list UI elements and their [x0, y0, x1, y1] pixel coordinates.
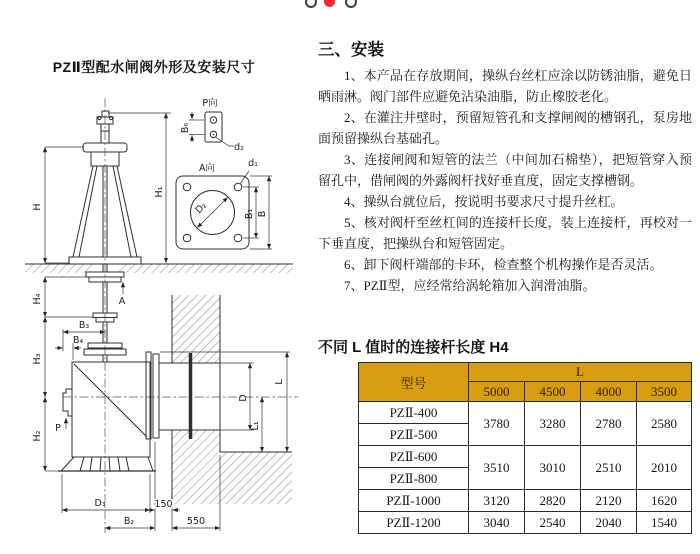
install-heading: 三、安装 [318, 41, 384, 59]
install-step-4: 4、操纵台就位后，按说明书要求尺寸提升丝杠。 [344, 194, 624, 209]
model-cell-pz400: PZⅡ-400 [359, 402, 469, 424]
table-header-l-4500: 4500 [525, 382, 581, 402]
value-cell: 2580 [637, 402, 692, 446]
detail-view-a-label: A向 [199, 163, 215, 174]
table-header-l-3500: 3500 [637, 382, 692, 402]
value-cell: 2540 [525, 512, 581, 534]
carousel-dot-2-active[interactable] [324, 0, 335, 7]
dim-label-h2: H₂ [32, 430, 43, 442]
h4-length-table [358, 362, 692, 534]
value-cell: 3040 [469, 512, 525, 534]
install-step-2: 2、在灌注井壁时，预留短管孔和支撑闸阀的槽钢孔，泵房地面预留操纵台基础孔。 [318, 110, 692, 146]
table-title: 不同 L 值时的连接杆长度 H4 [318, 339, 509, 356]
dim-label-b6: B₆ [180, 122, 191, 134]
drawing-title: PZⅡ型配水闸阀外形及安装尺寸 [52, 59, 256, 75]
dim-label-d2-circle: D₂ [193, 200, 210, 217]
model-cell-pz1000: PZⅡ-1000 [359, 490, 469, 512]
value-cell: 1620 [637, 490, 692, 512]
model-cell-pz1200: PZⅡ-1200 [359, 512, 469, 534]
value-cell: 3510 [469, 446, 525, 490]
install-step-1: 1、本产品在存放期间，操纵台丝杠应涂以防锈油脂，避免日晒雨淋。阀门部件应避免沾染油脂，防止橡胶老化。 [318, 68, 692, 104]
value-cell: 2820 [525, 490, 581, 512]
detail-view-p-label: P向 [202, 98, 218, 109]
view-arrow-p: P [55, 423, 61, 434]
dim-label-h1: H₁ [154, 186, 165, 198]
model-cell-pz500: PZⅡ-500 [359, 424, 469, 446]
table-header-l: L [469, 363, 692, 382]
dim-label-d: D [238, 394, 249, 402]
dim-label-h: H [32, 203, 43, 211]
valve-outline [25, 111, 293, 506]
dim-label-h4: H₄ [32, 293, 43, 305]
install-step-6: 6、卸下阀杆端部的卡环，检查整个机构操作是否灵活。 [344, 257, 663, 272]
valve-technical-drawing [0, 0, 310, 554]
value-cell: 3010 [525, 446, 581, 490]
dim-label-b1: B₁ [244, 208, 255, 220]
value-cell: 3120 [469, 490, 525, 512]
model-cell-pz800: PZⅡ-800 [359, 468, 469, 490]
value-cell: 3280 [525, 402, 581, 446]
value-cell: 2010 [637, 446, 692, 490]
value-cell: 2040 [581, 512, 637, 534]
dim-label-b2: B₂ [123, 516, 135, 527]
table-header-l-5000: 5000 [469, 382, 525, 402]
dim-label-550: 550 [186, 516, 206, 527]
dim-label-d3: D₃ [94, 498, 106, 509]
value-cell: 2780 [581, 402, 637, 446]
table-header-l-4000: 4000 [581, 382, 637, 402]
dim-label-d1-small: d₁ [248, 158, 258, 169]
value-cell: 3780 [469, 402, 525, 446]
carousel-dot-3[interactable] [345, 0, 357, 8]
view-arrow-a: A [118, 296, 126, 307]
table-header-model: 型号 [359, 363, 469, 402]
dim-label-b3: B₃ [78, 320, 90, 331]
dim-label-d2-small: d₂ [234, 142, 244, 153]
install-step-5: 5、核对阀杆至丝杠间的连接杆长度，装上连接杆，再校对一下垂直度，把操纵台和短管固定。 [318, 215, 692, 251]
dim-label-l1: L₁ [250, 421, 261, 431]
installation-section [318, 36, 692, 296]
install-step-7: 7、PZⅡ型，应经常给涡轮箱加入润滑油脂。 [344, 278, 596, 293]
value-cell: 2510 [581, 446, 637, 490]
dim-label-l: L [274, 379, 285, 385]
model-cell-pz600: PZⅡ-600 [359, 446, 469, 468]
install-step-3: 3、连接闸阀和短管的法兰（中间加石棉垫），把短管穿入预留孔中，借闸阀的外露阀杆找好垂直度，固定支撑槽钢。 [318, 152, 692, 188]
dim-label-150: 150 [154, 499, 173, 510]
value-cell: 1540 [637, 512, 692, 534]
dim-label-b4: B₄ [72, 335, 84, 346]
dim-label-b: B [257, 210, 268, 218]
value-cell: 2120 [581, 490, 637, 512]
dim-label-h3: H₃ [32, 353, 43, 365]
